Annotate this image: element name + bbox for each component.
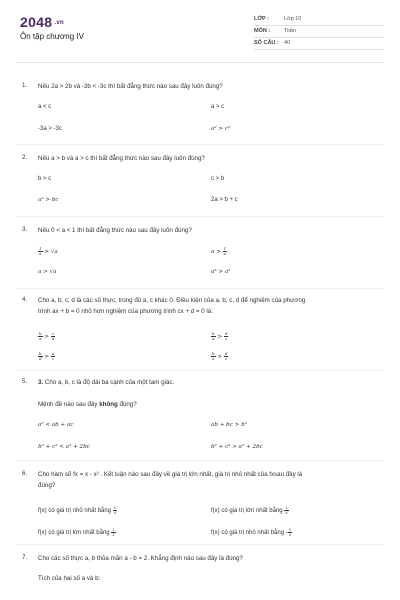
option-d[interactable] [211,352,228,361]
option-d-text: > [217,354,223,360]
option-c[interactable]: a² > bc [38,197,59,203]
question-text: Cho hàm số fx = x - x² . Kết luận nào sau đây về giá trị lớn nhất, giá trị nhỏ nhất của fxsau đây là [38,471,303,478]
question-number: 1. [22,82,28,89]
option-c[interactable] [38,352,55,361]
worksheet-title: Ôn tập chương IV [20,32,84,41]
question-divider [16,288,384,289]
question-number: 4. [22,296,28,303]
question-text-line-2: trình ax + b = 0 nhỏ hơn nghiệm của phương trình cx + d = 0 là: [38,308,213,315]
site-logo[interactable] [20,14,64,30]
sub-number: 3. [38,379,44,386]
fraction-one-over-a: $\frac{1}{a}$ [223,246,227,256]
option-d[interactable]: a³ > a² [211,269,231,275]
meta-key: SỐ CÂU : [254,40,279,46]
question-number: 2. [22,154,28,161]
question-number: 5. [22,378,28,385]
fraction-b-over-a: $\frac{b}{a}$ [39,331,42,341]
option-b-text: > [217,334,223,340]
option-a[interactable] [38,506,117,515]
question-divider [16,216,384,217]
option-b[interactable] [211,247,227,256]
text2-pre: Mệnh đề nào sau đây [38,401,100,408]
option-d[interactable]: b² + c² > a² + 2bc [211,444,263,450]
fraction-b-over-d: $\frac{b}{d}$ [39,351,42,361]
logo-suffix: .vn [54,20,64,27]
question-text-main: Cho a, b, c là độ dài ba cạnh của một tam giác. [44,379,175,386]
question-text-line-2: đúng? [38,482,56,489]
meta-value: Toán [284,28,296,34]
option-a-text: > [44,334,50,340]
option-b[interactable]: ab + bc > b² [211,422,247,428]
option-a[interactable] [38,332,55,341]
fraction-b-over-a: $\frac{b}{a}$ [212,331,215,341]
question-text: Cho các số thực a, b thỏa mãn a - b = 2. Khẳng định nào sau đây là đúng? [38,555,243,562]
question-number: 7. [22,554,28,561]
meta-row-subject [254,26,384,38]
option-d[interactable]: 2a > b + c [211,197,238,203]
fraction-d-over-c: $\frac{d}{c}$ [224,331,228,341]
text2-bold: không [99,401,118,408]
meta-key: MÔN : [254,28,271,34]
question-text [38,378,378,388]
meta-row-class [254,14,384,26]
fraction-d-over-c: $\frac{d}{c}$ [224,351,228,361]
logo-text: 2048 [20,14,53,30]
question-divider [16,144,384,145]
option-a[interactable] [38,247,58,256]
meta-value: Lớp 10 [284,16,302,22]
option-a[interactable]: b > c [38,176,52,182]
option-c-text: f(x) có giá trị lớn nhất bằng [38,530,110,537]
option-b-text: a > [211,249,223,255]
question-text: Nếu 0 < a < 1 thì bất đẳng thức nào sau đây luôn đúng? [38,227,192,234]
fraction-b-over-a: $\frac{b}{a}$ [212,351,215,361]
option-a[interactable]: a < c [38,104,52,110]
question-text: Nếu a > b và a > c thì bất đẳng thức nào sau đây luôn đúng? [38,155,205,162]
option-b[interactable]: a > c [211,104,225,110]
question-divider [16,460,384,461]
option-c[interactable]: a > √a [38,269,57,275]
fraction-c-over-d: $\frac{c}{d}$ [51,331,55,341]
fraction-one-half: $\frac{1}{2}$ [112,527,115,537]
option-b[interactable] [211,506,289,515]
option-c[interactable]: -3a > -3c [38,126,62,132]
meta-row-count [254,38,384,50]
question-text: Nếu 2a > 2b và -3b < -3c thì bất đẳng thức nào sau đây luôn đúng? [38,83,223,90]
option-d-text: f(x) có giá trị nhỏ nhất bằng [211,530,285,537]
fraction-one-over-a: $\frac{1}{a}$ [39,246,42,256]
option-a-text: > √a [44,249,58,255]
option-a[interactable]: a² < ab + ac [38,422,74,428]
option-d[interactable]: f(x) có giá trị nhỏ nhất bằng - $\frac{1}{4}$ [211,527,291,537]
text2-post: đúng? [117,401,137,408]
option-c[interactable] [38,528,116,537]
option-c-text: > [44,354,50,360]
question-divider [16,544,384,545]
question-text-line-2: Tích của hai số a và b: [38,575,101,582]
question-number: 3. [22,226,28,233]
question-divider [16,370,384,371]
option-c[interactable]: b² + c² < a² + 2bc [38,444,90,450]
meta-key: LỚP : [254,16,269,22]
option-b-text: f(x) có giá trị lớn nhất bằng [211,508,283,515]
meta-table [254,14,384,50]
question-text: Cho a, b, c, d là các số thực, trong đó a, c khác 0. Điều kiện của a, b, c, d để nghiệm của phương [38,297,306,304]
fraction-one-quarter: $\frac{1}{4}$ [113,505,116,515]
option-b[interactable] [211,332,228,341]
worksheet-header [0,0,400,62]
question-number: 6. [22,470,28,477]
option-b[interactable]: c > b [211,176,225,182]
fraction-a-over-c: $\frac{a}{c}$ [51,351,55,361]
fraction-one-quarter: $\frac{1}{4}$ [285,505,288,515]
fraction-one-quarter: $\frac{1}{4}$ [288,527,291,537]
question-text-line-2 [38,400,378,410]
option-a-text: f(x) có giá trị nhỏ nhất bằng [38,508,112,515]
option-d[interactable]: a² > c² [211,126,231,132]
header-divider [16,62,384,63]
meta-value: 40 [284,40,291,46]
